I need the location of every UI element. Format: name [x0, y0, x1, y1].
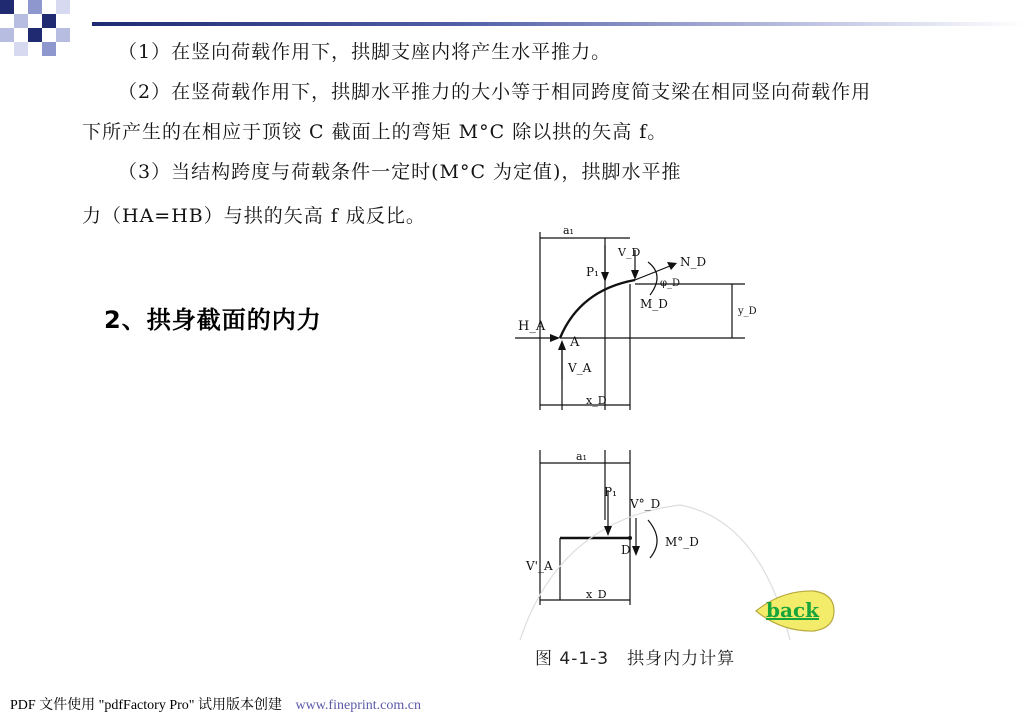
footer-url[interactable]: www.fineprint.com.cn — [295, 698, 421, 713]
back-button[interactable] — [752, 588, 836, 634]
footer — [10, 694, 421, 714]
label-vd: V_D — [618, 246, 641, 259]
label-xd-bottom: x_D — [586, 588, 607, 601]
label-a1-top: a₁ — [563, 224, 574, 237]
paragraph-2-line-1: （2）在竖荷载作用下，拱脚水平推力的大小等于相同跨度简支梁在相同竖向荷载作用 — [118, 81, 872, 103]
label-ha: H_A — [518, 319, 546, 334]
header-rule — [92, 22, 1024, 26]
label-p1-bottom: P₁ — [604, 485, 617, 499]
label-p1-top: P₁ — [586, 265, 599, 279]
footer-text: PDF 文件使用 "pdfFactory Pro" 试用版本创建 — [10, 698, 282, 713]
label-xd-top: x_D — [586, 394, 607, 407]
label-vd0: V°_D — [630, 497, 661, 511]
label-nd: N_D — [680, 255, 707, 269]
label-md: M_D — [640, 297, 668, 311]
paragraph-3-line-2: 力（HA=HB）与拱的矢高 f 成反比。 — [82, 205, 426, 227]
back-button-label: back — [766, 598, 819, 622]
label-a-point: A — [570, 335, 580, 350]
paragraph-2-line-2: 下所产生的在相应于顶铰 C 截面上的弯矩 M°C 除以拱的矢高 f。 — [82, 121, 668, 143]
figure-caption: 图 4-1-3 拱身内力计算 — [535, 649, 736, 669]
section-title: 2、拱身截面的内力 — [104, 306, 322, 334]
label-d-point: D — [621, 543, 631, 557]
label-a1-bottom: a₁ — [576, 450, 587, 463]
label-yd: y_D — [738, 306, 757, 317]
paragraph-1: （1）在竖向荷载作用下，拱脚支座内将产生水平推力。 — [118, 41, 612, 63]
label-va: V_A — [568, 361, 592, 375]
label-va-prime: V'_A — [526, 559, 553, 573]
header-checker-decoration — [0, 0, 90, 60]
paragraph-3-line-1: （3）当结构跨度与荷载条件一定时(M°C 为定值)，拱脚水平推 — [118, 161, 682, 183]
label-md0: M°_D — [665, 535, 699, 549]
label-phi-d: φ_D — [660, 278, 681, 289]
